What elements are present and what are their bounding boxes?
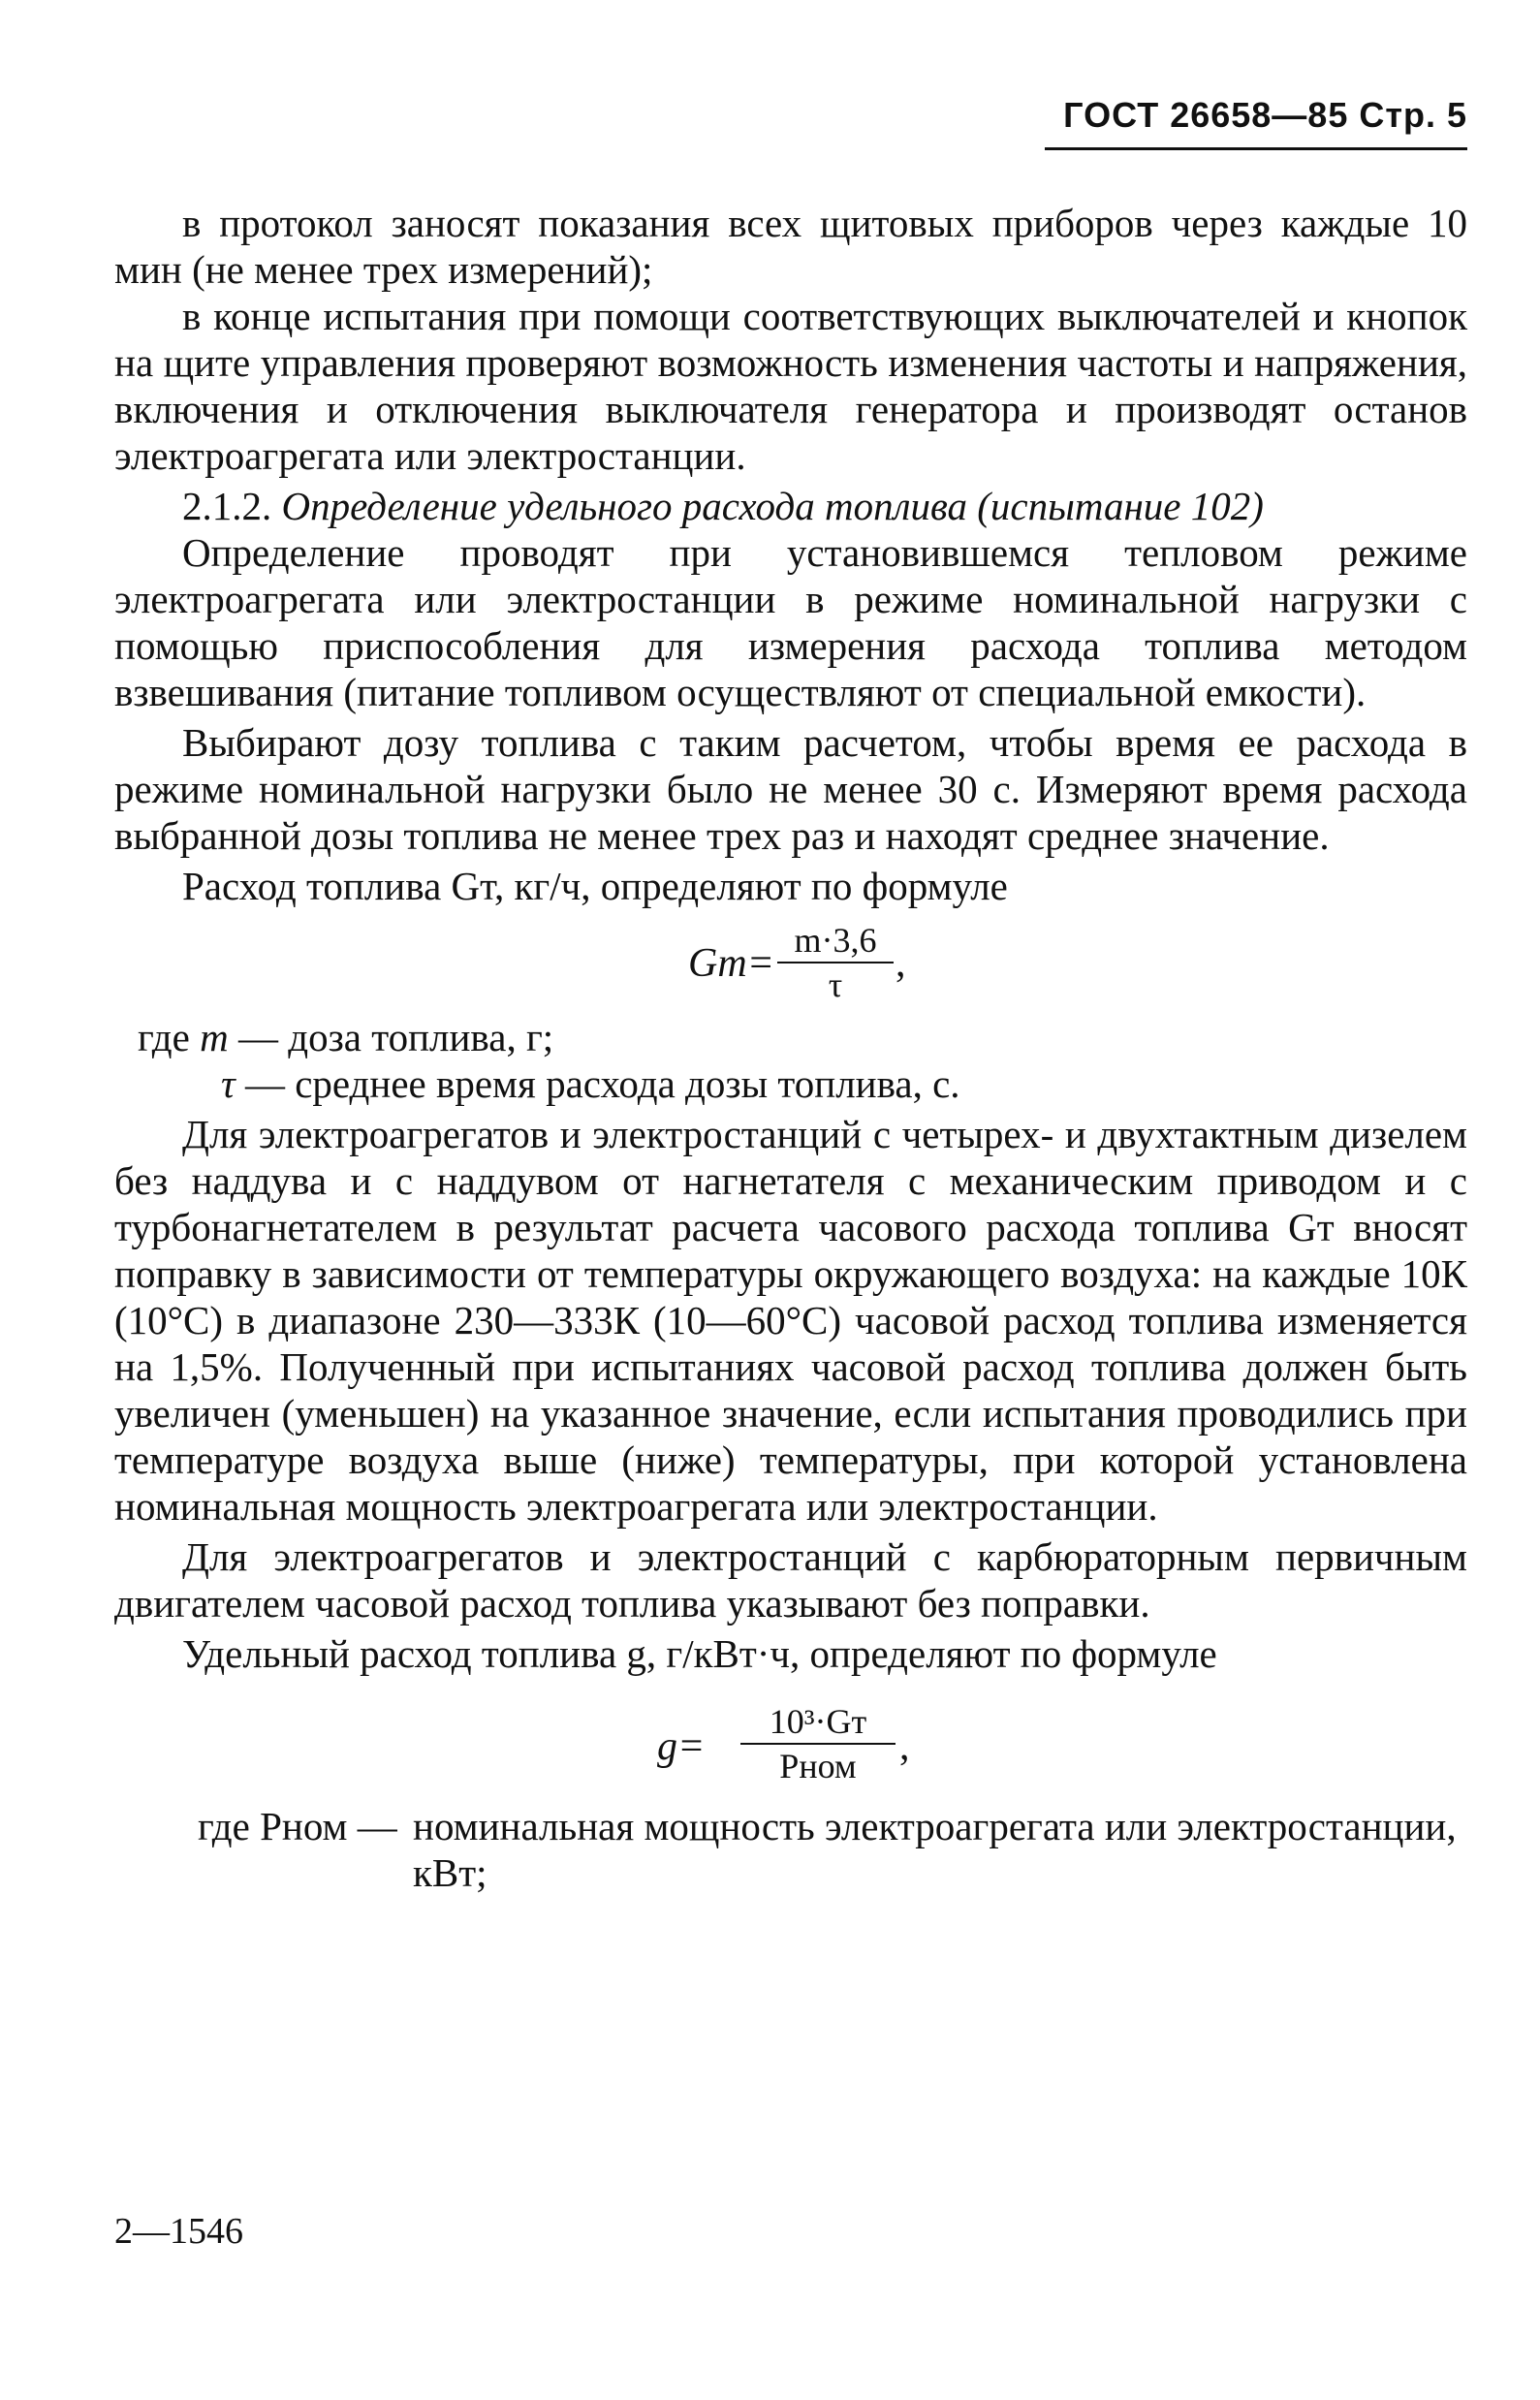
where-tau-text: — среднее время расхода дозы топлива, с. bbox=[235, 1061, 960, 1106]
running-header: ГОСТ 26658—85 Стр. 5 bbox=[1063, 95, 1467, 135]
paragraph-carburetor: Для электроагрегатов и электростанций с карбюраторным первичным двигателем часовой расход топлива указывают без поправки. bbox=[114, 1534, 1467, 1626]
section-number: 2.1.2. bbox=[182, 484, 282, 528]
section-title: Определение удельного расхода топлива (испытание 102) bbox=[281, 484, 1264, 528]
where-m-text: — доза топлива, г; bbox=[228, 1015, 554, 1059]
section-heading bbox=[114, 483, 1467, 529]
where-m bbox=[114, 1014, 1467, 1060]
where-tau bbox=[114, 1060, 1467, 1107]
definition-text: номинальная мощность электроагрегата или электростанции, кВт; bbox=[413, 1804, 1457, 1895]
definition-term: где Pном — bbox=[198, 1804, 397, 1848]
body-text bbox=[114, 200, 1467, 1896]
formula-fuel-rate-lhs: Gт= bbox=[688, 941, 775, 986]
paragraph-end-of-test: в конце испытания при помощи соответствующих выключателей и кнопок на щите управления проверяют возможность изменения частоты и напряжения, включения и отключения выключателя генератора и производят останов электроагрегата или электростанции. bbox=[114, 294, 1467, 478]
formula-fuel-rate-comma: , bbox=[896, 941, 906, 986]
formula-specific-rate-comma: , bbox=[899, 1724, 910, 1769]
formula-fuel-rate bbox=[114, 917, 1467, 1010]
formula-fuel-rate-fraction bbox=[777, 921, 894, 1004]
formula-fuel-rate-denominator: τ bbox=[828, 965, 843, 1004]
print-code: 2—1546 bbox=[114, 2211, 243, 2252]
paragraph-temperature-correction: Для электроагрегатов и электростанций с четырех- и двухтактным дизелем без наддува и с наддувом от нагнетателя с механическим приводом и с турбонагнетателем в результат расчета часового расхода топлива Gт вносят поправку в зависимости от температуры окружающего воздуха: на каждые 10К (10°С) в диапазоне 230—333К (10—60°С) часовой расход топлива изменяется на 1,5%. Полученный при испытаниях часовой расход топлива должен быть увеличен (уменьшен) на указанное значение, если испытания проводились при температуре воздуха выше (ниже) температуры, при которой установлена номинальная мощность электроагрегата или электростанции. bbox=[114, 1112, 1467, 1529]
formula-specific-rate bbox=[114, 1694, 1467, 1795]
fraction-bar bbox=[777, 962, 894, 963]
formula-specific-rate-denominator: Pном bbox=[779, 1747, 857, 1785]
where-p-nom bbox=[114, 1803, 1467, 1896]
paragraph-protocol: в протокол заносят показания всех щитовых приборов через каждые 10 мин (не менее трех измерений); bbox=[114, 201, 1467, 292]
definition-row bbox=[114, 1803, 1467, 1896]
where-prefix: где bbox=[138, 1015, 201, 1059]
header-rule bbox=[1045, 147, 1467, 150]
paragraph-method: Определение проводят при установившемся тепловом режиме электроагрегата или электростанции в режиме номинальной нагрузки с помощью приспособления для измерения расхода топлива методом взвешивания (питание топливом осуществляют от специальной емкости). bbox=[114, 530, 1467, 714]
paragraph-fuel-rate-intro: Расход топлива Gт, кг/ч, определяют по формуле bbox=[182, 864, 1008, 908]
formula-specific-rate-numerator: 10³·Gт bbox=[769, 1702, 867, 1741]
formula-specific-rate-fraction bbox=[740, 1702, 896, 1785]
fraction-bar bbox=[740, 1743, 896, 1745]
formula-fuel-rate-numerator: m·3,6 bbox=[794, 921, 877, 960]
symbol-tau: τ bbox=[221, 1061, 236, 1106]
paragraph-specific-rate-intro: Удельный расход топлива g, г/кВт·ч, определяют по формуле bbox=[182, 1631, 1217, 1676]
paragraph-dose: Выбирают дозу топлива с таким расчетом, чтобы время ее расхода в режиме номинальной нагрузки было не менее 30 с. Измеряют время расхода выбранной дозы топлива не менее трех раз и находят среднее значение. bbox=[114, 720, 1467, 858]
symbol-m: m bbox=[200, 1015, 229, 1059]
formula-specific-rate-lhs: g= bbox=[657, 1724, 706, 1769]
